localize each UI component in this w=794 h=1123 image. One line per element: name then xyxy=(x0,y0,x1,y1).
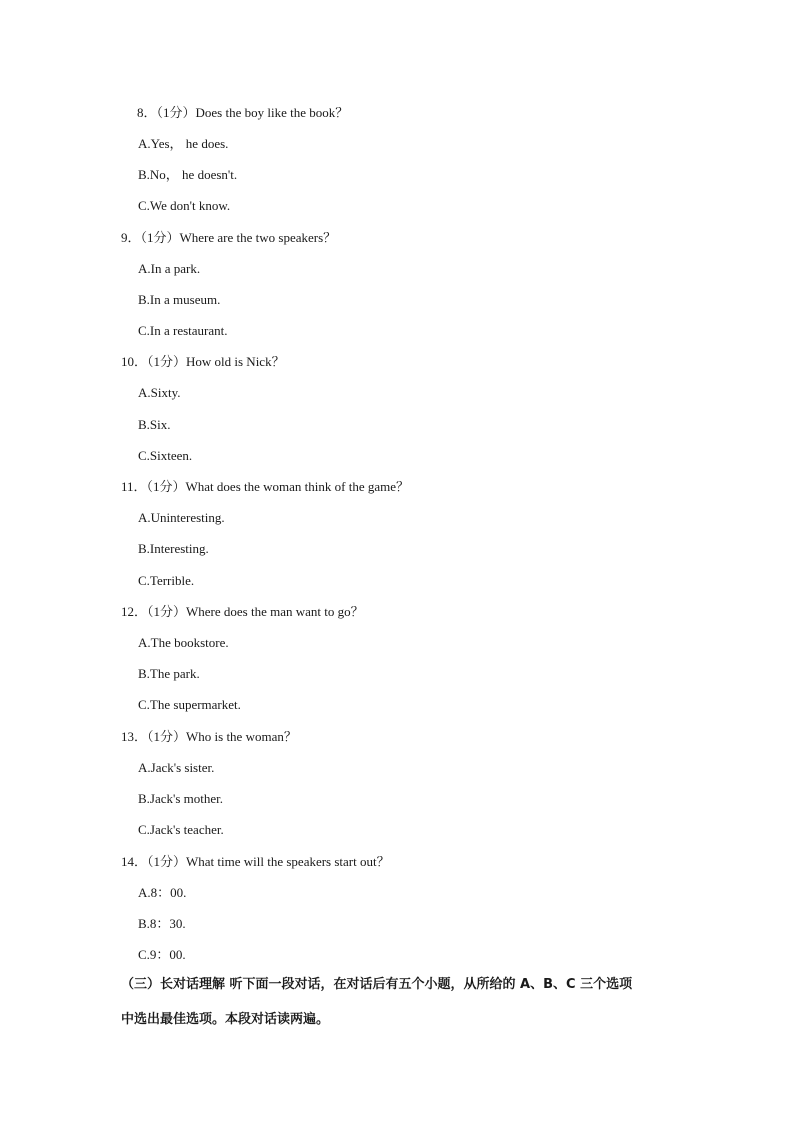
question-8-option-b: B.No， he doesn't. xyxy=(138,167,238,182)
question-11-option-c: C.Terrible. xyxy=(138,573,195,588)
question-8-option-c: C.We don't know. xyxy=(138,198,231,213)
question-11-option-b: B.Interesting. xyxy=(138,541,209,556)
question-9: 9．（1分）Where are the two speakers？ xyxy=(121,230,337,245)
question-10-option-a: A.Sixty. xyxy=(138,385,181,400)
question-8: 8．（1分）Does the boy like the book？ xyxy=(137,105,349,120)
section-heading-line-1: （三）长对话理解 听下面一段对话，在对话后有五个小题，从所给的 A、B、C 三个选项 xyxy=(121,977,633,992)
question-13-option-b: B.Jack's mother. xyxy=(138,791,224,806)
question-10-option-c: C.Sixteen. xyxy=(138,448,193,463)
question-14-option-b: B.8：30. xyxy=(138,916,186,931)
question-14-option-c: C.9：00. xyxy=(138,947,186,962)
question-9-option-c: C.In a restaurant. xyxy=(138,323,228,338)
question-10: 10．（1分）How old is Nick？ xyxy=(121,354,285,369)
question-13-option-c: C.Jack's teacher. xyxy=(138,822,224,837)
question-13-option-a: A.Jack's sister. xyxy=(138,760,215,775)
question-9-option-a: A.In a park. xyxy=(138,261,201,276)
question-12-option-a: A.The bookstore. xyxy=(138,635,229,650)
question-12: 12．（1分）Where does the man want to go？ xyxy=(121,604,364,619)
question-9-option-b: B.In a museum. xyxy=(138,292,221,307)
question-11-option-a: A.Uninteresting. xyxy=(138,510,225,525)
section-heading-line-2: 中选出最佳选项。本段对话读两遍。 xyxy=(121,1012,330,1027)
question-10-option-b: B.Six. xyxy=(138,417,171,432)
question-11: 11．（1分）What does the woman think of the game？ xyxy=(121,479,409,494)
question-14: 14．（1分）What time will the speakers start out？ xyxy=(121,854,390,869)
question-8-option-a: A.Yes， he does. xyxy=(138,136,229,151)
question-14-option-a: A.8：00. xyxy=(138,885,187,900)
question-13: 13．（1分）Who is the woman？ xyxy=(121,729,297,744)
question-12-option-b: B.The park. xyxy=(138,666,200,681)
question-12-option-c: C.The supermarket. xyxy=(138,697,241,712)
